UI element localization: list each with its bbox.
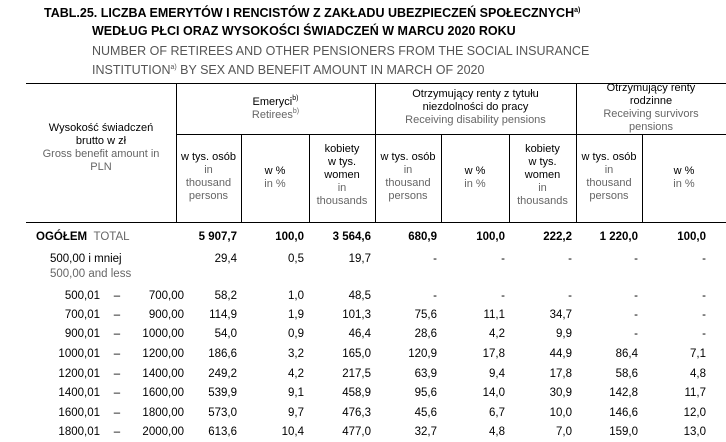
cell: 477,0 (342, 426, 371, 438)
cell: 1,9 (288, 309, 304, 321)
row-label: 700,01 – 900,00 (64, 309, 184, 321)
cell: 54,0 (214, 328, 237, 340)
cell: 222,2 (543, 231, 572, 243)
cell: 114,9 (209, 309, 237, 321)
cell: 45,6 (414, 407, 437, 419)
cell: 573,0 (208, 407, 237, 419)
table-row (0, 346, 726, 364)
cell: 9,7 (288, 407, 304, 419)
row-label: 1400,01 – 1600,00 (58, 387, 184, 399)
col-header-percent: w % in % (464, 165, 486, 190)
row-label: OGÓŁEM TOTAL (36, 231, 130, 243)
cell: - (568, 290, 572, 302)
table-row (0, 288, 726, 306)
table-row (0, 326, 726, 344)
cell: 86,4 (615, 348, 638, 360)
col-header-thousand: w tys. osób in thousand persons (581, 151, 637, 202)
cell: 58,2 (214, 290, 237, 302)
table-row (0, 385, 726, 403)
cell: 680,9 (408, 231, 437, 243)
cell: - (702, 328, 706, 340)
group-divider-rule (176, 134, 726, 135)
cell: 7,1 (690, 348, 706, 360)
table-title-pl: TABL.25. LICZBA EMERYTÓW I RENCISTÓW Z ZAKŁADU UBEZPIECZEŃ SPOŁECZNYCH$^{a)}$ (44, 6, 581, 20)
row-label: 500,00 i mniej (50, 253, 122, 265)
table-row (0, 424, 726, 442)
cell: 100,0 (275, 231, 304, 243)
col-header-percent: w % in % (673, 165, 695, 190)
cell: - (702, 309, 706, 321)
cell: 11,7 (684, 387, 706, 399)
row-label: 500,01 – 700,00 (64, 290, 184, 302)
cell: 3 564,6 (332, 231, 371, 243)
col-header-percent: w % in % (264, 165, 286, 190)
table-row-en-label (0, 266, 726, 284)
cell: 9,9 (556, 328, 572, 340)
cell: 44,9 (549, 348, 572, 360)
cell: 34,7 (549, 309, 572, 321)
cell: 28,6 (414, 328, 437, 340)
col-header-women: kobiety w tys. women in thousands (517, 143, 568, 207)
group-header-disability: Otrzymujący renty z tytułu niezdolności do pracy Receiving disability pensions (405, 88, 546, 126)
cell: 13,0 (683, 426, 706, 438)
cell: - (568, 253, 572, 265)
table-title-pl-line2: WEDŁUG PŁCI ORAZ WYSOKOŚCI ŚWIADCZEŃ W MARCU 2020 ROKU (92, 24, 516, 38)
cell: 3,2 (288, 348, 304, 360)
table-title-en-line2: INSTITUTION$^{a)}$ BY SEX AND BENEFIT AMOUNT IN MARCH OF 2020 (92, 63, 485, 77)
cell: 19,7 (348, 253, 371, 265)
cell: - (634, 253, 638, 265)
row-label: 1800,01 – 2000,00 (58, 426, 184, 438)
cell: - (433, 290, 437, 302)
header-bottom-rule (26, 222, 726, 223)
cell: 32,7 (414, 426, 437, 438)
cell: 165,0 (342, 348, 371, 360)
cell: 458,9 (342, 387, 371, 399)
row-label: 1000,01 – 1200,00 (58, 348, 184, 360)
row-label: 1200,01 – 1400,00 (58, 368, 184, 380)
cell: - (634, 328, 638, 340)
cell: 58,6 (615, 368, 638, 380)
cell: 476,3 (342, 407, 371, 419)
cell: 10,0 (549, 407, 572, 419)
cell: 539,9 (208, 387, 237, 399)
cell: 100,0 (677, 231, 706, 243)
cell: 46,4 (348, 328, 371, 340)
table-row-total (0, 229, 726, 247)
cell: 17,8 (549, 368, 572, 380)
cell: 159,0 (609, 426, 638, 438)
cell: 146,6 (609, 407, 638, 419)
cell: 186,6 (208, 348, 237, 360)
cell: 6,7 (489, 407, 505, 419)
cell: 12,0 (683, 407, 706, 419)
cell: 17,8 (482, 348, 505, 360)
cell: 613,6 (208, 426, 237, 438)
cell: 120,9 (408, 348, 437, 360)
cell: 14,0 (482, 387, 505, 399)
cell: - (634, 290, 638, 302)
cell: 1 220,0 (599, 231, 638, 243)
table-row (0, 405, 726, 423)
table-title-en: NUMBER OF RETIREES AND OTHER PENSIONERS FROM THE SOCIAL INSURANCE (92, 44, 590, 58)
group-header-survivors: Otrzymujący renty rodzinne Receiving survivors pensions (603, 82, 699, 133)
cell: 29,4 (214, 253, 237, 265)
cell: 48,5 (348, 290, 371, 302)
cell: 9,1 (288, 387, 304, 399)
cell: 100,0 (476, 231, 505, 243)
cell: 10,4 (281, 426, 304, 438)
cell: 0,5 (288, 253, 304, 265)
cell: 4,8 (489, 426, 505, 438)
cell: 11,1 (483, 309, 505, 321)
cell: 0,9 (288, 328, 304, 340)
col-header-thousand: w tys. osób in thousand persons (380, 151, 436, 202)
cell: 4,2 (288, 368, 304, 380)
cell: 101,3 (342, 309, 371, 321)
col-header-women: kobiety w tys. women in thousands (316, 143, 368, 207)
cell: 217,5 (342, 368, 371, 380)
group-header-retirees: Emeryci$^{b)}$ Retirees$^{b)}$ (251, 95, 300, 121)
cell: 30,9 (549, 387, 572, 399)
table-row (0, 307, 726, 325)
cell: - (501, 253, 505, 265)
cell: - (702, 290, 706, 302)
cell: 1,0 (288, 290, 304, 302)
cell: 4,8 (690, 368, 706, 380)
cell: 249,2 (208, 368, 237, 380)
cell: 75,6 (414, 309, 437, 321)
cell: - (433, 253, 437, 265)
cell: 7,0 (556, 426, 572, 438)
cell: 5 907,7 (198, 231, 237, 243)
table-row (0, 366, 726, 384)
cell: - (702, 253, 706, 265)
cell: - (501, 290, 505, 302)
cell: 4,2 (489, 328, 505, 340)
col-header-thousand: w tys. osób in thousand persons (180, 151, 237, 202)
cell: 95,6 (414, 387, 437, 399)
cell: - (634, 309, 638, 321)
row-label: 1600,01 – 1800,00 (58, 407, 184, 419)
cell: 142,8 (609, 387, 638, 399)
cell: 63,9 (414, 368, 437, 380)
stub-header: Wysokość świadczeń brutto w zł Gross benefit amount in PLN (42, 122, 160, 173)
row-label: 900,01 – 1000,00 (64, 328, 184, 340)
cell: 9,4 (489, 368, 505, 380)
row-label-en: 500,00 and less (50, 268, 132, 280)
